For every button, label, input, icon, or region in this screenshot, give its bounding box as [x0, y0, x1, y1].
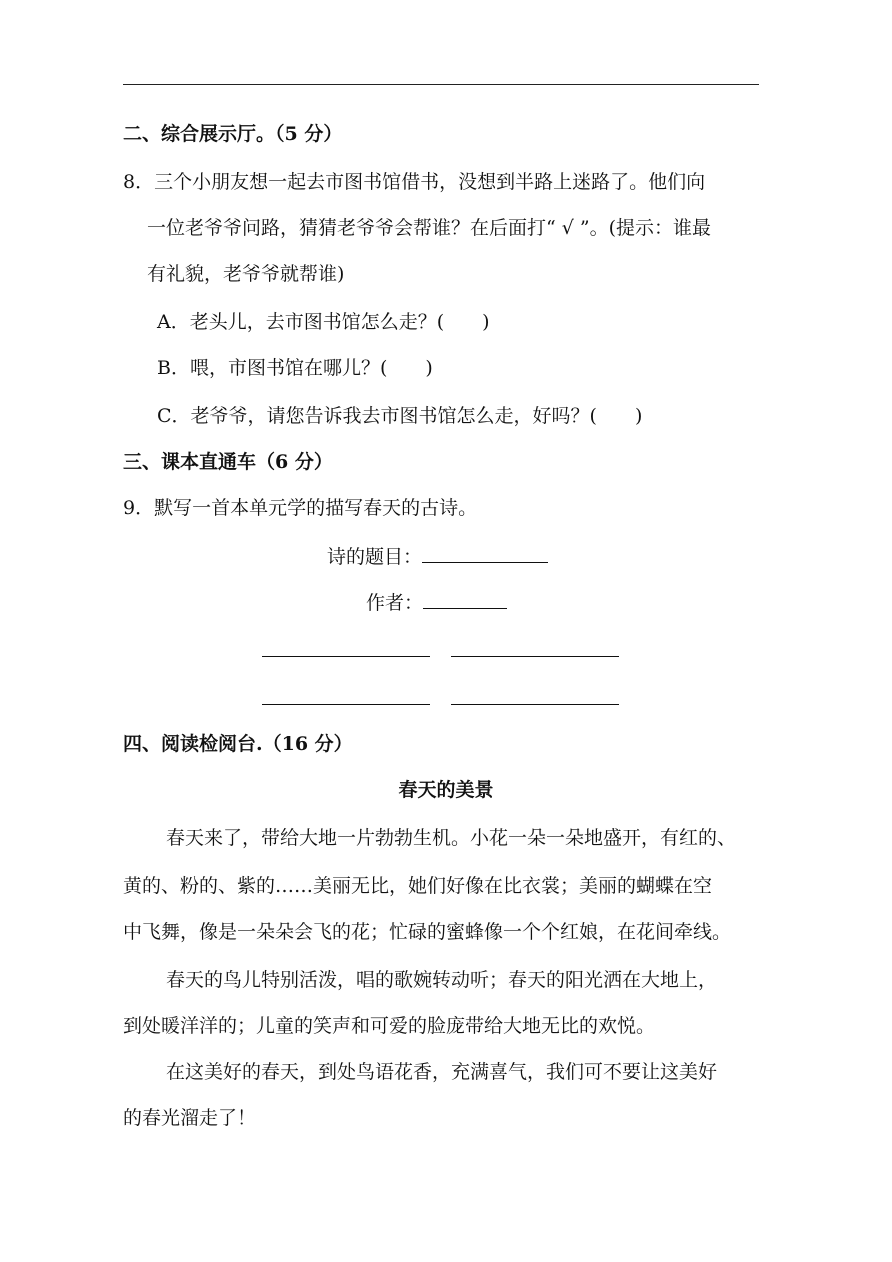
author-label: 作者： [366, 592, 424, 614]
p3-line1: 在这美好的春天，到处鸟语花香，充满喜气，我们可不要让这美好 [166, 1061, 718, 1083]
p2-line1: 春天的鸟儿特别活泼，唱的歌婉转动听；春天的阳光洒在大地上， [166, 969, 718, 991]
q8-line1: 8．三个小朋友想一起去市图书馆借书，没想到半路上迷路了。他们向 [123, 171, 706, 193]
p1-line2: 黄的、粉的、紫的……美丽无比，她们好像在比衣裳；美丽的蝴蝶在空 [123, 875, 713, 897]
q8-line2: 一位老爷爷问路，猜猜老爷爷会帮谁？在后面打“ √ ”。(提示：谁最 [147, 217, 712, 239]
poem-title-label: 诗的题目： [327, 546, 423, 568]
p1-line3: 中飞舞，像是一朵朵会飞的花；忙碌的蜜蜂像一个个红娘，在花间牵线。 [123, 921, 732, 943]
top-rule [123, 84, 759, 85]
author-row [366, 590, 507, 615]
section2-title: 二、综合展示厅。（5 分） [123, 123, 343, 145]
option-b[interactable]: B．喂，市图书馆在哪儿？( ) [157, 357, 433, 379]
poem-title-blank[interactable] [422, 544, 548, 563]
poem-line-2-left[interactable] [262, 704, 430, 705]
p3-line2: 的春光溜走了！ [123, 1107, 257, 1129]
p2-line2: 到处暖洋洋的；儿童的笑声和可爱的脸庞带给大地无比的欢悦。 [123, 1015, 656, 1037]
passage-title: 春天的美景 [398, 779, 494, 801]
poem-line-2-right[interactable] [451, 704, 619, 705]
q8-line3: 有礼貌，老爷爷就帮谁) [147, 263, 345, 285]
q9-text: 9．默写一首本单元学的描写春天的古诗。 [123, 497, 478, 519]
option-c[interactable]: C．老爷爷，请您告诉我去市图书馆怎么走，好吗？( ) [157, 405, 643, 427]
section4-title: 四、阅读检阅台.（16 分） [123, 733, 353, 755]
poem-line-1-right[interactable] [451, 656, 619, 657]
section3-title: 三、课本直通车（6 分） [123, 451, 333, 473]
poem-line-1-left[interactable] [262, 656, 430, 657]
author-blank[interactable] [423, 590, 507, 609]
p1-line1: 春天来了，带给大地一片勃勃生机。小花一朵一朵地盛开，有红的、 [166, 827, 737, 849]
option-a[interactable]: A．老头儿，去市图书馆怎么走？( ) [157, 311, 490, 333]
poem-title-row [327, 544, 548, 569]
